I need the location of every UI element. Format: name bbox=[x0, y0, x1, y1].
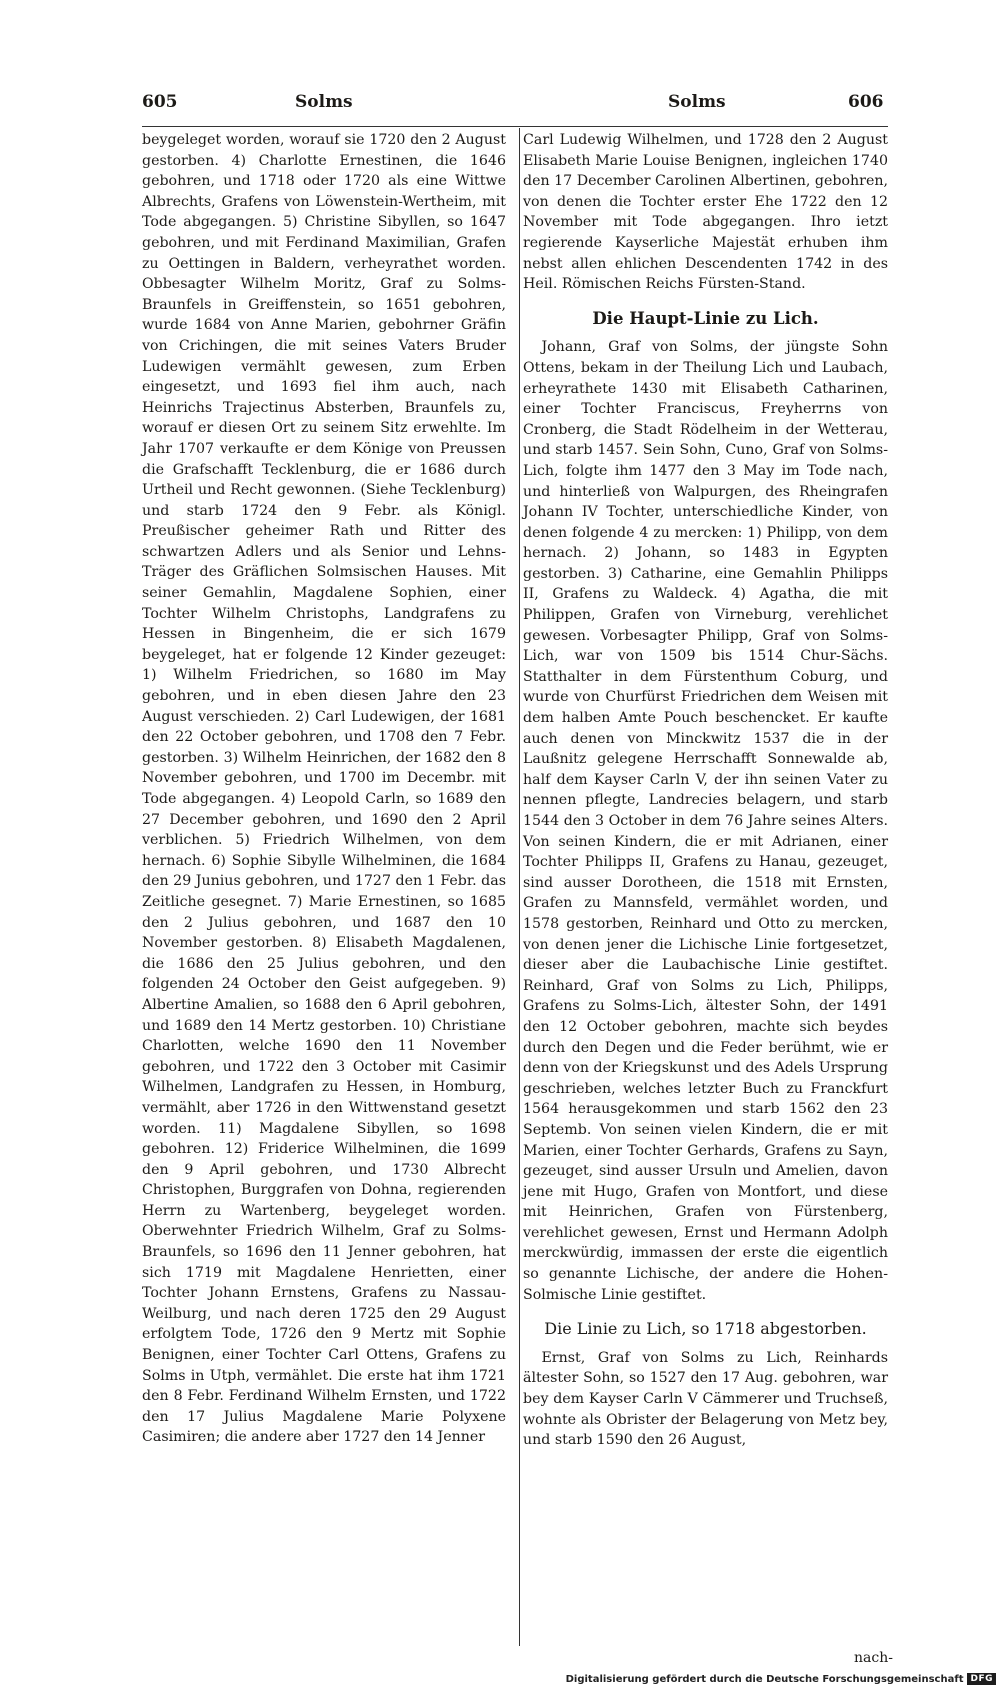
header-rule bbox=[142, 126, 888, 127]
left-column bbox=[142, 130, 506, 1448]
right-column bbox=[523, 130, 888, 1451]
right-page-number: 606 bbox=[848, 92, 884, 112]
digitization-footer bbox=[566, 1673, 996, 1685]
left-page-number: 605 bbox=[142, 92, 178, 112]
section-heading-haupt-linie: Die Haupt-Linie zu Lich. bbox=[592, 308, 819, 328]
dfg-logo: DFG bbox=[967, 1673, 996, 1685]
left-running-title: Solms bbox=[295, 92, 353, 112]
section-text-linie-lich: Ernst, Graf von Solms zu Lich, Reinhards ältester Sohn, so 1527 den 17 Aug. gebohren, war bey dem Kayser Carln V Cämmerer und Truchseß, wohnte als Obrister der Belagerung von Metz bey, und starb 1590 den 26 August, bbox=[523, 1349, 888, 1449]
catchword: nach- bbox=[854, 1650, 893, 1666]
left-column-text: beygeleget worden, worauf sie 1720 den 2 August gestorben. 4) Charlotte Ernestinen, die 1646 gebohren, und 1718 oder 1720 als eine Wittwe Albrechts, Grafens von Löwenstein-Wertheim, mit Tode abgegangen. 5) Christine Sibyllen, so 1647 gebohren, und mit Ferdinand Maximilian, Grafen zu Oettingen in Baldern, verheyrathet worden. Obbesagter Wilhelm Moritz, Graf zu Solms-Braunfels in Greiffenstein, so 1651 gebohren, wurde 1684 von Anne Marien, gebohrner Gräfin von Crichingen, die mit seines Vaters Bruder Ludewigen vermählt gewesen, zum Erben eingesetzt, und 1693 fiel ihm auch, nach Heinrichs Trajectinus Absterben, Braunfels zu, worauf er diesen Ort zu seinem Sitz erwehlte. Im Jahr 1707 verkaufte er dem Könige von Preussen die Grafschafft Tecklenburg, die er 1686 durch Urtheil und Recht gewonnen. (Siehe Tecklenburg) und starb 1724 den 9 Febr. als Königl. Preußischer geheimer Rath und Ritter des schwartzen Adlers und als Senior und Lehns-Träger des Gräflichen Solmsischen Hauses. Mit seiner Gemahlin, Magdalene Sophien, einer Tochter Wilhelm Christophs, Landgrafens zu Hessen in Bingenheim, die er sich 1679 beygeleget, hat er folgende 12 Kinder gezeuget: 1) Wilhelm Friedrichen, so 1680 im May gebohren, und in eben diesen Jahre den 23 August verschieden. 2) Carl Ludewigen, der 1681 den 22 October gebohren, und 1708 den 7 Febr. gestorben. 3) Wilhelm Heinrichen, der 1682 den 8 November gebohren, und 1700 im Decembr. mit Tode abgegangen. 4) Leopold Carln, so 1689 den 27 December gebohren, und 1690 den 2 April verblichen. 5) Friedrich Wilhelmen, von dem hernach. 6) Sophie Sibylle Wilhelminen, die 1684 den 29 Junius gebohren, und 1727 den 1 Febr. das Zeitliche gesegnet. 7) Marie Ernestinen, so 1685 den 2 Julius gebohren, und 1687 den 10 November gestorben. 8) Elisabeth Magdalenen, die 1686 den 25 Julius gebohren, und den folgenden 24 October den Geist aufgegeben. 9) Albertine Amalien, so 1688 den 6 April gebohren, und 1689 den 14 Mertz gestorben. 10) Christiane Charlotten, welche 1690 den 11 November gebohren, und 1722 den 3 October mit Casimir Wilhelmen, Landgrafen zu Hessen, in Homburg, vermählt, aber 1726 in den Wittwenstand gesetzt worden. 11) Magdalene Sibyllen, so 1698 gebohren. 12) Friderice Wilhelminen, die 1699 den 9 April gebohren, und 1730 Albrecht Christophen, Burggrafen von Dohna, regierenden Herrn zu Wartenberg, beygeleget worden. Oberwehnter Friedrich Wilhelm, Graf zu Solms-Braunfels, so 1696 den 11 Jenner gebohren, hat sich 1719 mit Magdalene Henrietten, einer Tochter Johann Ernstens, Grafens zu Nassau-Weilburg, und nach deren 1725 den 29 August erfolgtem Tode, 1726 den 9 Mertz mit Sophie Benignen, einer Tochter Carl Ottens, Grafens zu Solms in Utph, vermählet. Die erste hat ihm 1721 den 8 Febr. Ferdinand Wilhelm Ernsten, und 1722 den 17 Julius Magdalene Marie Polyxene Casimiren; die andere aber 1727 den 14 Jenner bbox=[142, 132, 506, 1446]
right-intro-paragraph: Carl Ludewig Wilhelmen, und 1728 den 2 August Elisabeth Marie Louise Benignen, ingleichen 1740 den 17 December Carolinen Albertinen, gebohren, von denen die Tochter erster Ehe 1722 den 12 November mit Tode abgegangen. Ihro ietzt regierende Kayserliche Majestät erhuben ihm nebst allen ehlichen Descendenten 1742 in des Heil. Römischen Reichs Fürsten-Stand. bbox=[523, 132, 888, 293]
page-header bbox=[0, 92, 1000, 126]
footer-text: Digitalisierung gefördert durch die Deutsche Forschungsgemeinschaft bbox=[565, 1673, 964, 1685]
section-heading-linie-lich: Die Linie zu Lich, so 1718 abgestorben. bbox=[544, 1319, 867, 1339]
section-text-haupt-linie: Johann, Graf von Solms, der jüngste Sohn Ottens, bekam in der Theilung Lich und Laubach, erheyrathete 1430 mit Elisabeth Catharinen, einer Tochter Franciscus, Freyherrns von Cronberg, die Stadt Rödelheim in der Wetterau, und starb 1457. Sein Sohn, Cuno, Graf von Solms-Lich, folgte ihm 1477 den 3 May im Tode nach, und hinterließ von Walpurgen, des Rheingrafen Johann IV Tochter, unterschiedliche Kinder, von denen folgende 4 zu mercken: 1) Philipp, von dem hernach. 2) Johann, so 1483 in Egypten gestorben. 3) Catharine, eine Gemahlin Philipps II, Grafens zu Waldeck. 4) Agatha, die mit Philippen, Grafen von Virneburg, verehlichet gewesen. Vorbesagter Philipp, Graf von Solms-Lich, war von 1509 bis 1514 Chur-Sächs. Statthalter in dem Fürstenthum Coburg, und wurde von Churfürst Friedrichen dem Weisen mit dem halben Amte Pouch beschencket. Er kaufte auch denen von Minckwitz 1537 die in der Laußnitz gelegene Herrschafft Sonnewalde ab, half dem Kayser Carln V, der ihn seinen Vater zu nennen pflegte, Landrecies belagern, und starb 1544 den 3 October in dem 76 Jahre seines Alters. Von seinen Kindern, die er mit Adrianen, einer Tochter Philipps II, Grafens zu Hanau, gezeuget, sind ausser Dorotheen, die 1518 mit Ernsten, Grafen zu Mannsfeld, vermählet worden, und 1578 gestorben, Reinhard und Otto zu mercken, von denen jener die Lichische Linie fortgesetzet, dieser aber die Laubachische Linie gestiftet. Reinhard, Graf von Solms zu Lich, Philipps, Grafens zu Solms-Lich, ältester Sohn, der 1491 den 12 October gebohren, machte sich beydes durch den Degen und die Feder berühmt, wie er denn von der Kriegskunst und des Adels Ursprung geschrieben, welches letzter Buch zu Franckfurt 1564 herausgekommen und starb 1562 den 23 Septemb. Von seinen vielen Kindern, die er mit Marien, einer Tochter Gerhards, Grafens zu Sayn, gezeuget, sind ausser Ursuln und Amelien, davon jene mit Hugo, Grafen von Montfort, und diese mit Heinrichen, Grafen von Fürstenberg, verehlichet gewesen, Ernst und Hermann Adolph merckwürdig, immassen der erste die eigentlich so genannte Lichische, der andere die Hohen-Solmische Linie gestiftet. bbox=[523, 339, 888, 1303]
right-running-title: Solms bbox=[668, 92, 726, 112]
column-divider bbox=[519, 128, 520, 1646]
